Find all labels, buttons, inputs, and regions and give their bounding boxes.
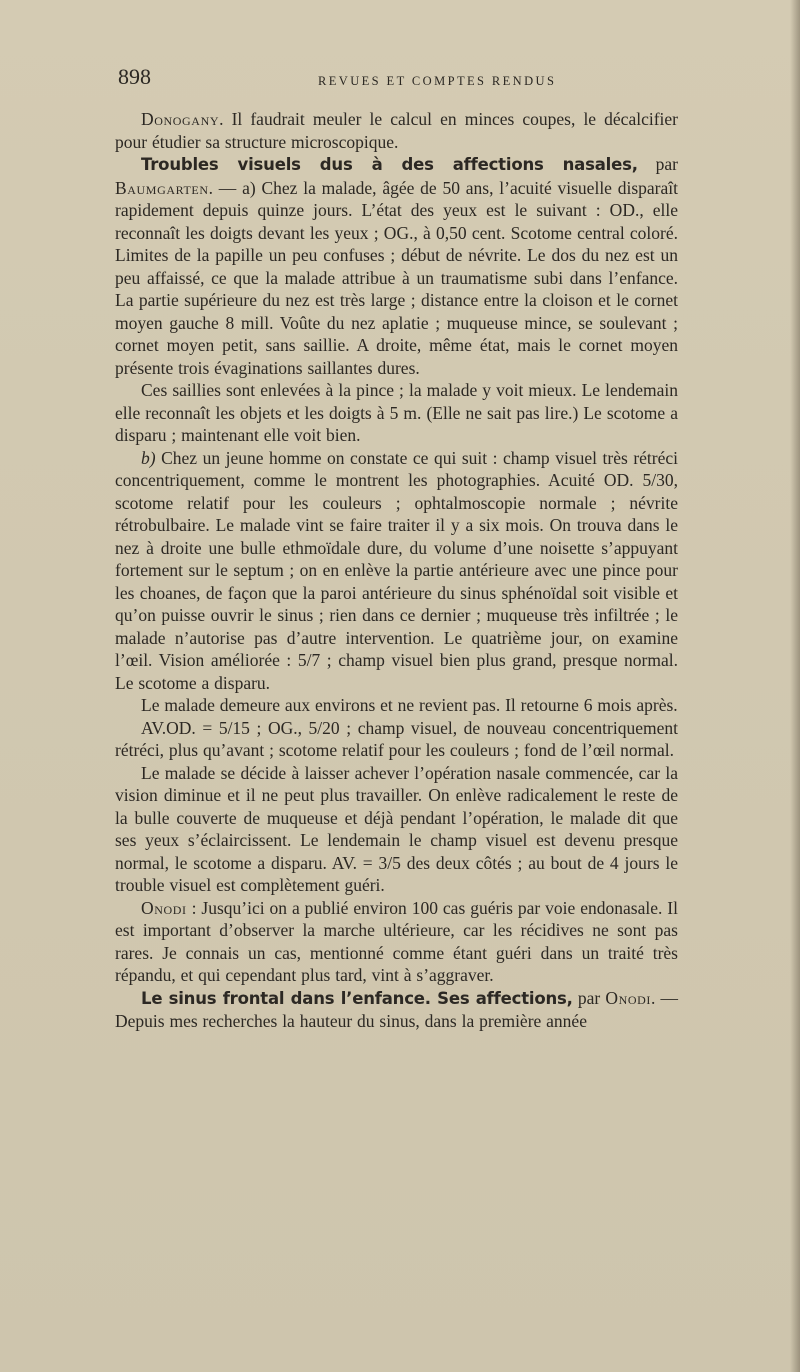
page-header (118, 64, 678, 94)
paragraph-saillies: Ces saillies sont enlevées à la pince ; la malade y voit mieux. Le lendemain elle reconnaît les objets et les doigts à 5 m. (Elle ne sait pas lire.) Le scotome a disparu ; maintenant elle voit bien. (115, 380, 678, 445)
heading-by: par (572, 987, 606, 1008)
heading-by: par (637, 154, 678, 174)
author-name: Donogany (141, 109, 220, 129)
running-title: REVUES ET COMPTES RENDUS (318, 74, 557, 88)
author-name: Onodi (141, 897, 187, 918)
author-name: Baumgarten (115, 177, 209, 198)
paragraph-text: : Jusqu’ici on a publié environ 100 cas guéris par voie endonasale. Il est important d’observer la marche ultérieure, car les récidives ne sont pas rares. Je connais un cas, mentionné comme étant guéri dans un traité très répandu, et qui cependant plus tard, vint à s’aggraver. (115, 897, 678, 985)
paragraph-case-b (115, 447, 678, 695)
section-heading: Le sinus frontal dans l’enfance. Ses affections, (141, 988, 573, 1008)
paragraph-operation: Le malade se décide à laisser achever l’opération nasale commencée, car la vision diminue et il ne peut plus travailler. On enlève radicalement le reste de la bulle couverte de muqueuse et déjà pendant l’opération, le malade dit que ses yeux s’éclaircissent. Le lendemain le champ visuel est devenu presque normal, le scotome a disparu. AV. = 3/5 des deux côtés ; au bout de 4 jours le trouble visuel est complètement guéri. (115, 762, 678, 895)
case-label: b) (141, 447, 156, 468)
paragraph-sinus-frontal (115, 987, 678, 1033)
paragraph-text: . — a) Chez la malade, âgée de 50 ans, l’acuité visuelle disparaît rapidement depuis quinze jours. L’état des yeux est le suivant : OD., elle reconnaît les doigts devant les yeux ; OG., à 0,50 cent. Scotome central coloré. Limites de la papille un peu confuses ; début de névrite. Le dos du nez est un peu affaissé, ce que la malade attribue à un traumatisme subi dans l’enfance. La partie supérieure du nez est très large ; distance entre la cloison et le cornet moyen gauche 8 mill. Voûte du nez aplatie ; muqueuse mince, se soulevant ; cornet moyen petit, sans saillie. A droite, même état, mais le cornet moyen présente trois évaginations saillantes dures. (115, 177, 678, 378)
author-name: Onodi (605, 987, 651, 1008)
paragraph-text: . Il faudrait meuler le calcul en minces coupes, le décalcifier pour étudier sa structure microscopique. (115, 109, 678, 152)
section-heading: Troubles visuels dus à des affections nasales, (141, 155, 638, 174)
paragraph-acuite: AV.OD. = 5/15 ; OG., 5/20 ; champ visuel, de nouveau concentriquement rétréci, plus qu’avant ; scotome relatif pour les couleurs ; fond de l’œil normal. (115, 717, 678, 760)
page-number: 898 (118, 64, 151, 89)
paragraph-text: . — Depuis mes recherches la hauteur du sinus, dans la première année (115, 987, 678, 1031)
body-text (115, 108, 678, 1033)
paragraph-text: Chez un jeune homme on constate ce qui suit : champ visuel très rétréci concentriquement, comme le montrent les photographies. Acuité OD. 5/30, scotome relatif pour les couleurs ; ophtalmoscopie normale ; névrite rétrobulbaire. Le malade vint se faire traiter il y a six mois. On trouva dans le nez à droite une bulle ethmoïdale dure, du volume d’une noisette s’appuyant fortement sur le septum ; on en enlève la partie antérieure avec une pince pour les choanes, de façon que la paroi antérieure du sinus sphénoïdal soit visible et qu’on puisse ouvrir le sinus ; rien dans ce dernier ; muqueuse très infiltrée ; le malade n’autorise pas d’autre intervention. Le quatrième jour, on examine l’œil. Vision améliorée : 5/7 ; champ visuel bien plus grand, presque normal. Le scotome a disparu. (115, 447, 678, 693)
paragraph-baumgarten (115, 153, 678, 379)
paragraph-retour: Le malade demeure aux environs et ne revient pas. Il retourne 6 mois après. (141, 695, 678, 715)
paragraph-onodi-discussion (115, 897, 678, 987)
paragraph-donogany (115, 108, 678, 153)
